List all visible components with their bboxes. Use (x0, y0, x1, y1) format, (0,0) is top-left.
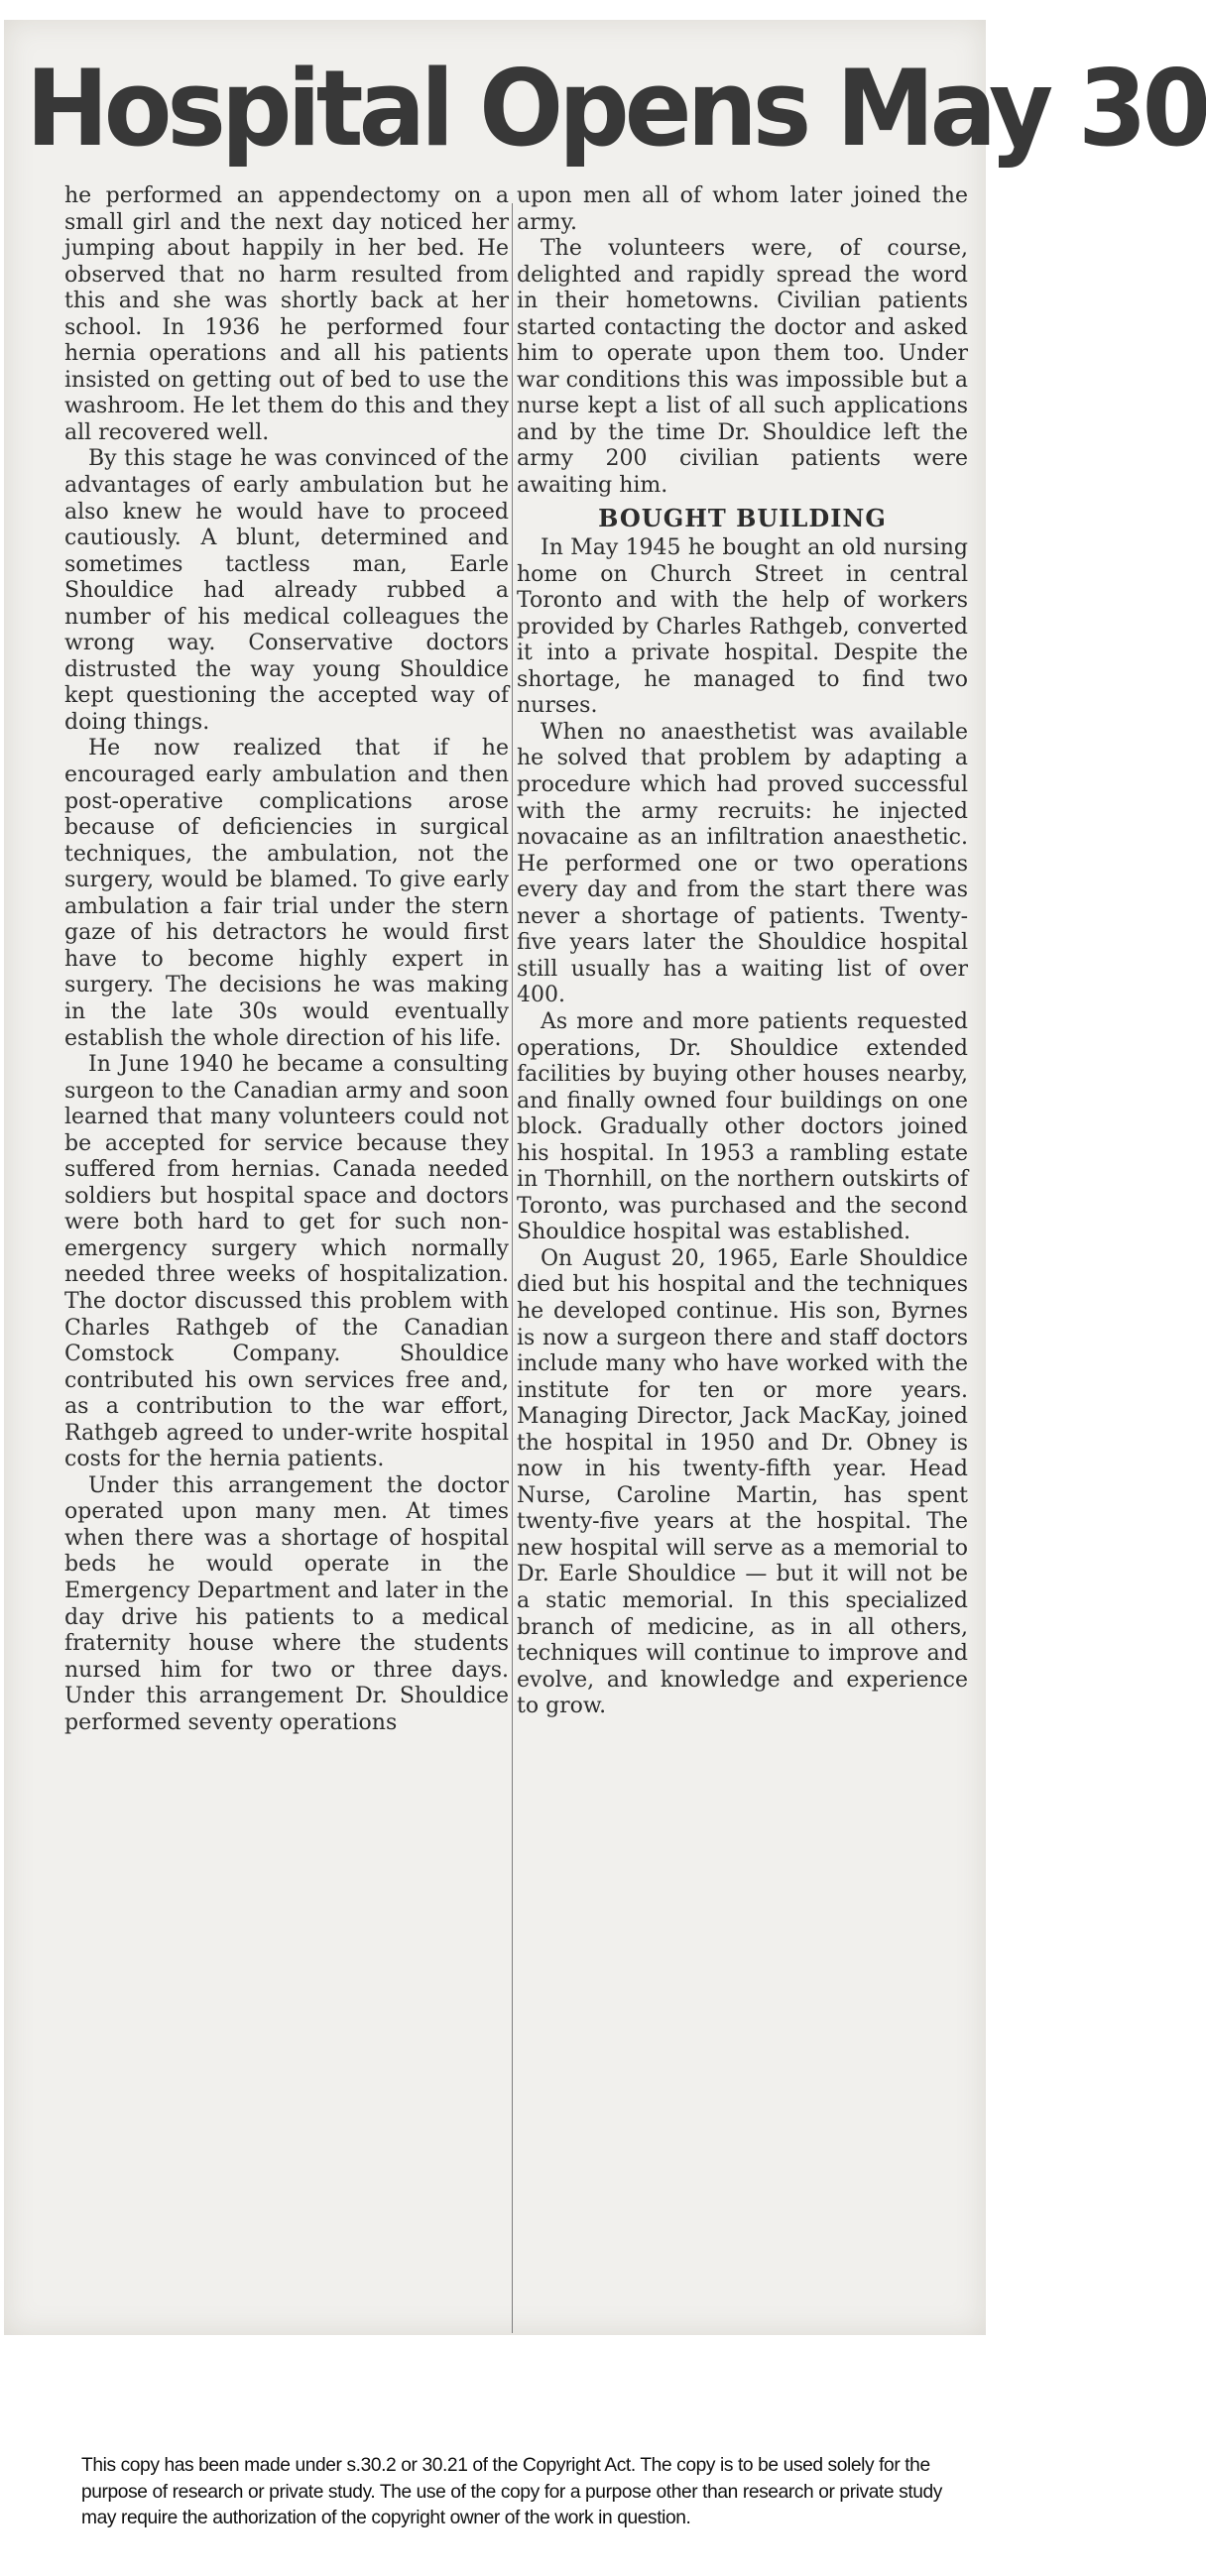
paragraph: he performed an appendectomy on a small girl and the next day noticed her jumping about happily in her bed. He observed that no harm resulted from this and she was shortly back at her school. In 1936 he performed four hernia operations and all his patients insisted on getting out of bed to use the washroom. He let them do this and they all recovered well. (64, 183, 509, 445)
article-column-right (517, 183, 968, 1720)
article-headline: Hospital Opens May 30 (26, 47, 1206, 171)
paragraph: As more and more patients requested operations, Dr. Shouldice extended facilities by buying other houses nearby, and finally owned four buildings on one block. Gradually other doctors joined his hospital. In 1953 a rambling estate in Thornhill, on the northern outskirts of Toronto, was purchased and the second Shouldice hospital was established. (517, 1008, 968, 1245)
copyright-notice: This copy has been made under s.30.2 or 30.21 of the Copyright Act. The copy is to be used solely for the purpose of research or private study. The use of the copy for a purpose other than research or private study may require the authorization of the copyright owner of the work in question. (81, 2455, 942, 2528)
paragraph: upon men all of whom later joined the army. (517, 183, 968, 235)
section-subheading: BOUGHT BUILDING (598, 503, 887, 532)
paragraph: By this stage he was convinced of the advantages of early ambulation but he also knew he would have to proceed cautiously. A blunt, determined and sometimes tactless man, Earle Shouldice had already rubbed a number of his medical colleagues the wrong way. Conservative doctors distrusted the way young Shouldice kept questioning the accepted way of doing things. (64, 446, 509, 735)
paragraph: When no anaesthetist was available he solved that problem by adapting a procedure which had proved successful with the army recruits: he injected novacaine as an infiltration anaesthetic. He performed one or two operations every day and from the start there was never a shortage of patients. Twenty-five years later the Shouldice hospital still usually has a waiting list of over 400. (517, 719, 968, 1008)
article-column-left (64, 183, 509, 1736)
paragraph: Under this arrangement the doctor operated upon many men. At times when there was a shortage of hospital beds he would operate in the Emergency Department and later in the day drive his patients to a medical fraternity house where the students nursed him for two or three days. Under this arrangement Dr. Shouldice performed seventy operations (64, 1472, 509, 1735)
paragraph: In June 1940 he became a consulting surgeon to the Canadian army and soon learned that many volunteers could not be accepted for service because they suffered from hernias. Canada needed soldiers but hospital space and doctors were both hard to get for such non-emergency surgery which normally needed three weeks of hospitalization. The doctor discussed this problem with Charles Rathgeb of the Canadian Comstock Company. Shouldice contributed his own services free and, as a contribution to the war effort, Rathgeb agreed to under-write hospital costs for the hernia patients. (64, 1052, 509, 1472)
column-divider (512, 203, 513, 2333)
newspaper-clipping (4, 20, 1206, 2335)
paragraph: He now realized that if he encouraged early ambulation and then post-operative complications arose because of deficiencies in surgical techniques, the ambulation, not the surgery, would be blamed. To give early ambulation a fair trial under the stern gaze of his detractors he would first have to become highly expert in surgery. The decisions he was making in the late 30s would eventually establish the whole direction of his life. (64, 736, 509, 1051)
paragraph: The volunteers were, of course, delighted and rapidly spread the word in their hometowns. Civilian patients started contacting the doctor and asked him to operate upon them too. Under war conditions this was impossible but a nurse kept a list of all such applications and by the time Dr. Shouldice left the army 200 civilian patients were awaiting him. (517, 236, 968, 499)
paragraph: In May 1945 he bought an old nursing home on Church Street in central Toronto and with the help of workers provided by Charles Rathgeb, converted it into a private hospital. Despite the shortage, he managed to find two nurses. (517, 535, 968, 719)
paragraph: On August 20, 1965, Earle Shouldice died but his hospital and the techniques he developed continue. His son, Byrnes is now a surgeon there and staff doctors include many who have worked with the institute for ten or more years. Managing Director, Jack MacKay, joined the hospital in 1950 and Dr. Obney is now in his twenty-fifth year. Head Nurse, Caroline Martin, has spent twenty-five years at the hospital. The new hospital will serve as a memorial to Dr. Earle Shouldice — but it will not be a static memorial. In this specialized branch of medicine, as in all others, techniques will continue to improve and evolve, and knowledge and experience to grow. (517, 1245, 968, 1719)
